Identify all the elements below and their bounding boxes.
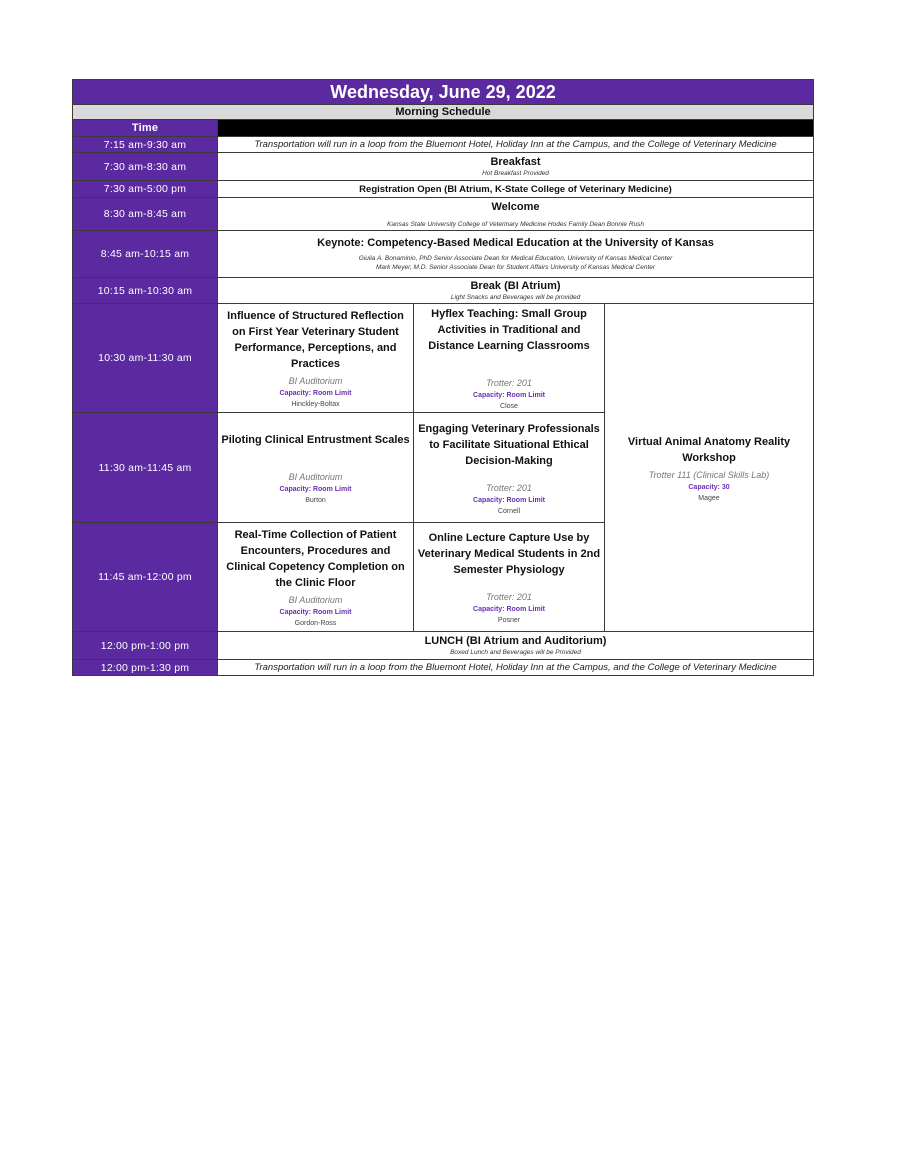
- schedule-table: [72, 79, 814, 676]
- schedule-row-welcome: [73, 198, 814, 231]
- session-title: Hyflex Teaching: Small Group Activities in Traditional and Distance Learning Classrooms: [428, 308, 590, 352]
- event-note: Light Snacks and Beverages will be provided: [450, 294, 581, 301]
- session-capacity: Capacity: Room Limit: [279, 390, 352, 397]
- time-cell: 11:45 am-12:00 pm: [73, 523, 218, 632]
- welcome-cell: [218, 198, 814, 231]
- header-black-bar: [218, 120, 814, 137]
- schedule-row-breakfast: [73, 153, 814, 181]
- session-title: Engaging Veterinary Professionals to Facilitate Situational Ethical Decision-Making: [418, 422, 600, 467]
- session-cell: [414, 523, 605, 632]
- lunch-cell: [218, 632, 814, 660]
- session-room: BI Auditorium: [288, 471, 343, 482]
- transport-note: Transportation will run in a loop from the Bluemont Hotel, Holiday Inn at the Campus, and the College of Veterinary Medicine: [218, 137, 814, 153]
- session-presenter: Close: [500, 403, 518, 410]
- session-cell: [218, 523, 414, 632]
- session-cell: [218, 413, 414, 523]
- session-presenter: Burton: [305, 496, 326, 504]
- time-cell: 7:15 am-9:30 am: [73, 137, 218, 153]
- keynote-speaker-2: Mark Meyer, M.D. Senior Associate Dean for Student Affairs University of Kansas Medical Center: [375, 264, 656, 271]
- date-banner: Wednesday, June 29, 2022: [73, 80, 814, 105]
- time-cell: 7:30 am-5:00 pm: [73, 181, 218, 198]
- break-cell: [218, 278, 814, 304]
- schedule-row-lunch: [73, 632, 814, 660]
- event-note: Kansas State University College of Veterinary Medicine Hodes Family Dean Bonnie Rush: [387, 220, 644, 228]
- session-capacity: Capacity: Room Limit: [279, 485, 352, 493]
- time-cell: 10:30 am-11:30 am: [73, 304, 218, 413]
- session-title: Influence of Structured Reflection on First Year Veterinary Student Performance, Perceptions, and Practices: [227, 310, 404, 370]
- session-room: BI Auditorium: [288, 595, 343, 605]
- session-room: Trotter: 201: [486, 378, 532, 388]
- session-room: Trotter: 201: [486, 482, 532, 493]
- session-room: Trotter: 201: [486, 592, 532, 602]
- session-presenter: Hinckley-Boltax: [291, 401, 340, 408]
- session-presenter: Magee: [698, 494, 720, 502]
- schedule-row-registration: [73, 181, 814, 198]
- schedule-row-transport-afternoon: [73, 660, 814, 676]
- schedule-row-keynote: [73, 231, 814, 278]
- time-cell: 10:15 am-10:30 am: [73, 278, 218, 304]
- event-title: LUNCH (BI Atrium and Auditorium): [424, 635, 607, 647]
- time-cell: 11:30 am-11:45 am: [73, 413, 218, 523]
- schedule-row-break: [73, 278, 814, 304]
- workshop-cell: [605, 304, 814, 632]
- session-room: Trotter 111 (Clinical Skills Lab): [648, 469, 770, 480]
- session-capacity: Capacity: 30: [688, 483, 730, 491]
- session-capacity: Capacity: Room Limit: [279, 609, 352, 616]
- session-presenter: Cornell: [497, 507, 521, 515]
- session-capacity: Capacity: Room Limit: [473, 392, 545, 399]
- session-cell: [414, 413, 605, 523]
- session-presenter: Posner: [497, 617, 521, 624]
- time-cell: 8:45 am-10:15 am: [73, 231, 218, 278]
- session-title: Online Lecture Capture Use by Veterinary Medical Students in 2nd Semester Physiology: [417, 532, 601, 576]
- keynote-title: Keynote: Competency-Based Medical Education at the University of Kansas: [317, 237, 714, 249]
- time-cell: 8:30 am-8:45 am: [73, 198, 218, 231]
- keynote-cell: [218, 231, 814, 278]
- session-title: Piloting Clinical Entrustment Scales: [221, 433, 410, 446]
- time-column-header: Time: [73, 120, 218, 137]
- event-note: Hot Breakfast Provided: [482, 170, 549, 177]
- breakfast-cell: [218, 153, 814, 181]
- event-title: Break (BI Atrium): [470, 280, 561, 292]
- session-title: Virtual Animal Anatomy Reality Workshop: [627, 435, 791, 464]
- session-capacity: Capacity: Room Limit: [473, 606, 545, 613]
- event-note: Boxed Lunch and Beverages will be Provided: [450, 649, 581, 656]
- session-cell: [414, 304, 605, 413]
- transport-note: Transportation will run in a loop from the Bluemont Hotel, Holiday Inn at the Campus, and the College of Veterinary Medicine: [218, 660, 814, 676]
- session-presenter: Gordon-Ross: [294, 620, 337, 627]
- time-cell: 12:00 pm-1:30 pm: [73, 660, 218, 676]
- session-capacity: Capacity: Room Limit: [473, 496, 545, 504]
- keynote-speaker-1: Giulia A. Bonaminio, PhD Senior Associate Dean for Medical Education, University of Kansas Medical Center: [358, 255, 673, 262]
- time-cell: 12:00 pm-1:00 pm: [73, 632, 218, 660]
- session-room: BI Auditorium: [288, 376, 343, 386]
- schedule-row-session-1030: [73, 304, 814, 413]
- morning-schedule-banner: Morning Schedule: [73, 105, 814, 120]
- session-title: Real-Time Collection of Patient Encounters, Procedures and Clinical Copetency Completion on the Clinic Floor: [226, 529, 405, 589]
- event-title: Breakfast: [490, 156, 541, 168]
- time-cell: 7:30 am-8:30 am: [73, 153, 218, 181]
- session-cell: [218, 304, 414, 413]
- registration-note: Registration Open (BI Atrium, K-State College of Veterinary Medicine): [218, 181, 814, 198]
- schedule-row-transport-morning: [73, 137, 814, 153]
- event-title: Welcome: [491, 200, 540, 213]
